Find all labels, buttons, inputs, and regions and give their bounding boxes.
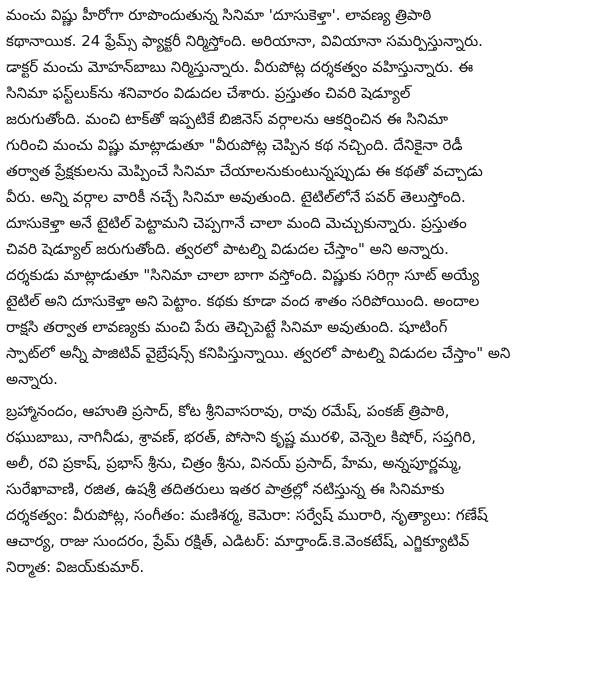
text-line: దర్శకుడు మాట్లాడుతూ "సినిమా చాలా బాగా వస్తోంది. విష్ణుకు సరిగ్గా సూట్ అయ్యే xyxy=(6,266,480,284)
text-line: జరుగుతోంది. మంచి టాక్‌తో ఇప్పటికే బిజినెస్ వర్గాలను ఆకర్షించిన ఈ సినిమా xyxy=(6,110,449,128)
article-paragraph-2 xyxy=(6,398,604,580)
text-line: తర్వాత ప్రేక్షకులను మెప్పించే సినిమా చేయాలనుకుంటున్నప్పుడు ఈ కథతో వచ్చాడు xyxy=(6,162,483,180)
text-line: చివరి షెడ్యూల్ జరుగుతోంది. త్వరలో పాటల్ని విడుదల చేస్తాం" అని అన్నారు. xyxy=(6,240,449,258)
text-line: నిర్మాత: విజయ్‌కుమార్. xyxy=(6,558,145,576)
text-line: స్పాట్‌లో అన్నీ పాజిటివ్ వైబ్రేషన్స్ కనిపిస్తున్నాయి. త్వరలో పాటల్ని విడుదల చేస్తాం" అని xyxy=(6,344,511,362)
text-line: మంచు విష్ణు హీరోగా రూపొందుతున్న సినిమా 'దూసుకెళ్తా'. లావణ్య త్రిపాఠి xyxy=(6,6,432,24)
text-line: డాక్టర్ మంచు మోహన్‌బాబు నిర్మిస్తున్నారు. వీరుపోట్ల దర్శకత్వం వహిస్తున్నారు. ఈ xyxy=(6,58,474,76)
text-line: కథానాయిక. 24 ఫ్రేమ్స్ ఫ్యాక్టరీ నిర్మిస్తోంది. అరియానా, వివియానా సమర్పిస్తున్నారు. xyxy=(6,32,483,50)
text-line: వీరు. అన్ని వర్గాల వారికీ నచ్చే సినిమా అవుతుంది. టైటిల్‌లోనే పవర్ తెలుస్తోంది. xyxy=(6,188,466,206)
text-line: సురేఖావాణి, రజిత, ఉషశ్రీ తదితరులు ఇతర పాత్రల్లో నటిస్తున్న ఈ సినిమాకు xyxy=(6,480,445,498)
article-paragraph-1 xyxy=(6,2,604,392)
text-line: రాక్షసి తర్వాత లావణ్యకు మంచి పేరు తెచ్చిపెట్టే సినిమా అవుతుంది. షూటింగ్ xyxy=(6,318,448,336)
text-line: సినిమా ఫస్ట్‌లుక్‌ను శనివారం విడుదల చేశారు. ప్రస్తుతం చివరి షెడ్యూల్ xyxy=(6,84,411,102)
text-line: దర్శకత్వం: వీరుపోట్ల, సంగీతం: మణిశర్మ, కెమెరా: సర్వేష్ మురారి, నృత్యాలు: గణేష్ xyxy=(6,506,488,524)
text-line: గురించి మంచు విష్ణు మాట్లాడుతూ "వీరుపోట్ల చెప్పిన కథ నచ్చింది. దేనికైనా రెడీ xyxy=(6,136,463,154)
text-line: రఘుబాబు, నాగినీడు, శ్రావణ్, భరత్, పోసాని కృష్ణ మురళి, వెన్నెల కిషోర్, సప్తగిరి, xyxy=(6,428,477,446)
text-line: అలీ, రవి ప్రకాష్, ప్రభాస్ శ్రీను, చిత్రం శ్రీను, వినయ్ ప్రసాద్, హేమ, అన్నపూర్ణమ్మ, xyxy=(6,454,463,472)
text-line: దూసుకెళ్తా అనే టైటిల్ పెట్టామని చెప్పగానే చాలా మంది మెచ్చుకున్నారు. ప్రస్తుతం xyxy=(6,214,467,232)
text-line: ఆచార్య, రాజు సుందరం, ప్రేమ్ రక్షిత్, ఎడిటర్: మార్తాండ్.కె.వెంకటేష్, ఎగ్జిక్యూటివ్ xyxy=(6,532,470,550)
text-line: బ్రహ్మానందం, ఆహుతి ప్రసాద్, కోట శ్రీనివాసరావు, రావు రమేష్, పంకజ్ త్రిపాఠి, xyxy=(6,402,450,420)
text-line: టైటిల్ అని దూసుకెళ్తా అని పెట్టాం. కథకు కూడా వంద శాతం సరిపోయింది. అందాల xyxy=(6,292,480,310)
text-line: అన్నారు. xyxy=(6,370,58,388)
